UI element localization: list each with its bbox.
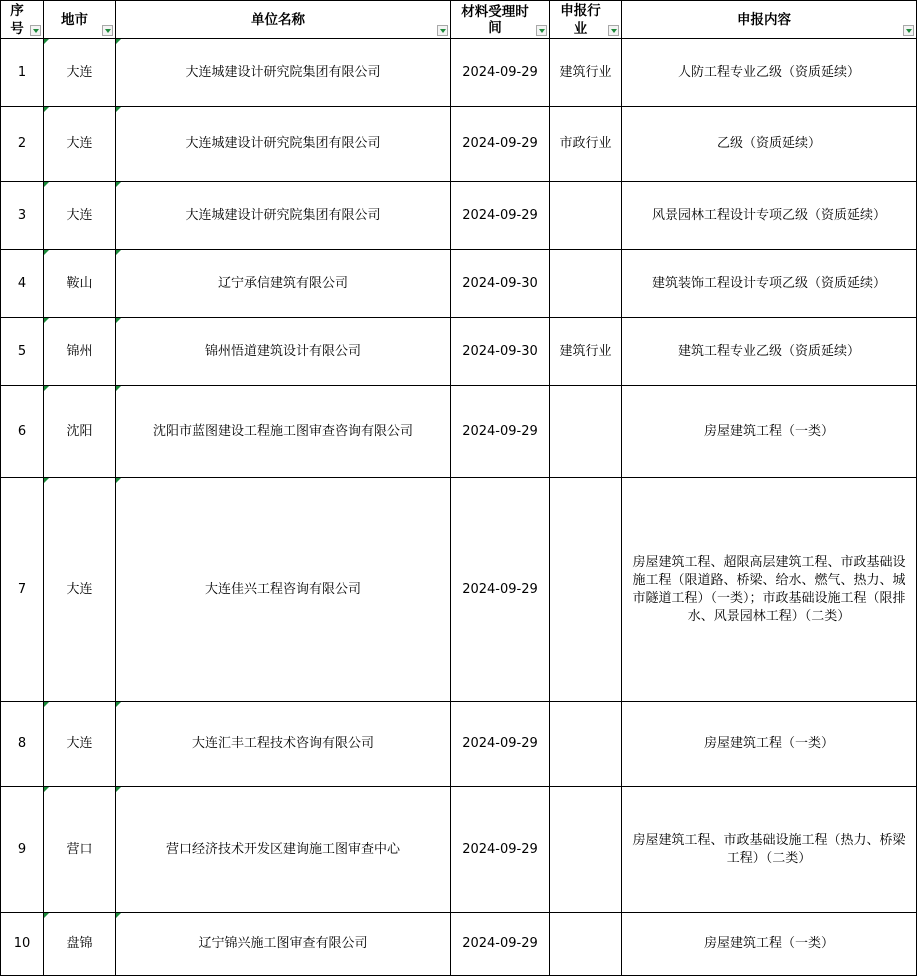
cell-marker-icon [116,702,121,707]
cell-marker-icon [44,250,49,255]
cell-marker-icon [44,318,49,323]
filter-dropdown-icon[interactable] [30,25,41,36]
header-industry [550,1,622,39]
cell-company[interactable] [116,478,451,702]
cell-date[interactable]: 2024-09-29 [451,478,550,702]
cell-marker-icon [116,250,121,255]
filter-dropdown-icon[interactable] [102,25,113,36]
cell-content[interactable]: 房屋建筑工程、市政基础设施工程（热力、桥梁工程）（二类） [622,787,917,913]
cell-industry[interactable] [550,182,622,250]
cell-marker-icon [116,107,121,112]
cell-marker-icon [44,182,49,187]
cell-company[interactable] [116,702,451,787]
cell-seq[interactable]: 1 [1,39,44,107]
cell-industry[interactable]: 建筑行业 [550,318,622,386]
cell-marker-icon [44,913,49,918]
cell-company-text: 辽宁锦兴施工图审查有限公司 [198,936,368,951]
cell-company[interactable] [116,39,451,107]
cell-company-text: 营口经济技术开发区建询施工图审查中心 [165,841,400,857]
cell-city-text: 营口 [66,841,93,857]
cell-city-text: 大连 [66,136,93,151]
cell-company[interactable] [116,250,451,318]
cell-city-text: 大连 [66,581,93,597]
cell-seq[interactable]: 5 [1,318,44,386]
header-city-label: 地市 [61,11,88,28]
cell-company-text: 辽宁承信建筑有限公司 [217,275,348,291]
header-seq [1,1,44,39]
cell-content[interactable]: 房屋建筑工程（一类） [622,702,917,787]
cell-city[interactable] [44,182,116,250]
cell-industry[interactable] [550,386,622,478]
table-row [1,386,917,478]
filter-dropdown-icon[interactable] [903,25,914,36]
header-content [622,1,917,39]
cell-date[interactable]: 2024-09-29 [451,182,550,250]
cell-marker-icon [116,39,121,44]
cell-seq[interactable]: 3 [1,182,44,250]
cell-content[interactable]: 建筑装饰工程设计专项乙级（资质延续） [622,250,917,318]
header-date [451,1,550,39]
header-city [44,1,116,39]
cell-company[interactable] [116,107,451,182]
cell-company[interactable] [116,913,451,976]
cell-company[interactable] [116,182,451,250]
filter-dropdown-icon[interactable] [536,25,547,36]
cell-marker-icon [116,386,121,391]
table-row [1,107,917,182]
cell-city[interactable] [44,318,116,386]
filter-dropdown-icon[interactable] [608,25,619,36]
cell-city[interactable] [44,702,116,787]
cell-industry[interactable]: 建筑行业 [550,39,622,107]
cell-industry[interactable] [550,702,622,787]
table-row [1,318,917,386]
table-row [1,913,917,976]
cell-industry[interactable] [550,250,622,318]
cell-industry[interactable] [550,478,622,702]
header-industry-label: 申报行业 [560,2,601,37]
cell-date[interactable]: 2024-09-29 [451,702,550,787]
cell-city[interactable] [44,39,116,107]
cell-company-text: 大连城建设计研究院集团有限公司 [185,207,381,223]
cell-marker-icon [116,318,121,323]
cell-date[interactable]: 2024-09-30 [451,250,550,318]
cell-company-text: 沈阳市蓝图建设工程施工图审查咨询有限公司 [152,423,413,439]
cell-seq[interactable]: 2 [1,107,44,182]
cell-company-text: 大连汇丰工程技术咨询有限公司 [191,736,374,751]
cell-city-text: 锦州 [66,343,93,359]
cell-company-text: 大连城建设计研究院集团有限公司 [185,136,381,151]
header-company [116,1,451,39]
cell-company[interactable] [116,318,451,386]
cell-date[interactable]: 2024-09-29 [451,787,550,913]
cell-city[interactable] [44,478,116,702]
cell-marker-icon [44,107,49,112]
cell-date[interactable]: 2024-09-29 [451,913,550,976]
cell-city[interactable] [44,787,116,913]
cell-date[interactable]: 2024-09-29 [451,386,550,478]
header-company-label: 单位名称 [251,11,305,28]
cell-marker-icon [116,478,121,483]
cell-industry[interactable] [550,787,622,913]
cell-company-text: 大连城建设计研究院集团有限公司 [185,64,381,80]
cell-city[interactable] [44,386,116,478]
cell-date[interactable]: 2024-09-29 [451,107,550,182]
cell-city-text: 鞍山 [66,275,93,291]
cell-marker-icon [44,702,49,707]
cell-industry[interactable]: 市政行业 [550,107,622,182]
cell-date[interactable]: 2024-09-29 [451,39,550,107]
cell-content[interactable]: 建筑工程专业乙级（资质延续） [622,318,917,386]
table-row [1,39,917,107]
cell-seq[interactable]: 8 [1,702,44,787]
cell-date[interactable]: 2024-09-30 [451,318,550,386]
cell-marker-icon [44,386,49,391]
cell-city-text: 沈阳 [66,423,93,439]
cell-marker-icon [44,39,49,44]
cell-city[interactable] [44,250,116,318]
header-date-label: 材料受理时间 [461,3,529,36]
cell-content[interactable]: 房屋建筑工程、超限高层建筑工程、市政基础设施工程（限道路、桥梁、给水、燃气、热力、城市隧道工程）（一类）；市政基础设施工程（限排水、风景园林工程）（二类） [622,478,917,702]
cell-city[interactable] [44,107,116,182]
table-row [1,787,917,913]
cell-city-text: 大连 [66,736,93,751]
cell-city-text: 大连 [66,64,93,80]
cell-seq[interactable]: 9 [1,787,44,913]
cell-content[interactable]: 乙级（资质延续） [622,107,917,182]
header-seq-label: 序号 [10,2,24,37]
filter-dropdown-icon[interactable] [437,25,448,36]
cell-content[interactable]: 风景园林工程设计专项乙级（资质延续） [622,182,917,250]
cell-marker-icon [116,787,121,792]
table-row [1,182,917,250]
cell-company[interactable] [116,787,451,913]
header-row [1,1,917,39]
cell-content[interactable]: 房屋建筑工程（一类） [622,386,917,478]
cell-marker-icon [44,478,49,483]
cell-company-text: 大连佳兴工程咨询有限公司 [204,581,361,597]
header-content-label: 申报内容 [737,11,791,28]
cell-city[interactable] [44,913,116,976]
cell-company-text: 锦州悟道建筑设计有限公司 [204,343,361,359]
cell-seq[interactable]: 10 [1,913,44,976]
cell-seq[interactable]: 6 [1,386,44,478]
cell-marker-icon [116,182,121,187]
cell-seq[interactable]: 4 [1,250,44,318]
cell-content[interactable]: 房屋建筑工程（一类） [622,913,917,976]
table-row [1,250,917,318]
cell-content[interactable]: 人防工程专业乙级（资质延续） [622,39,917,107]
cell-marker-icon [116,913,121,918]
cell-company[interactable] [116,386,451,478]
cell-city-text: 盘锦 [66,936,93,951]
cell-seq[interactable]: 7 [1,478,44,702]
cell-city-text: 大连 [66,207,93,223]
cell-marker-icon [44,787,49,792]
cell-industry[interactable] [550,913,622,976]
table-row [1,478,917,702]
table-row [1,702,917,787]
